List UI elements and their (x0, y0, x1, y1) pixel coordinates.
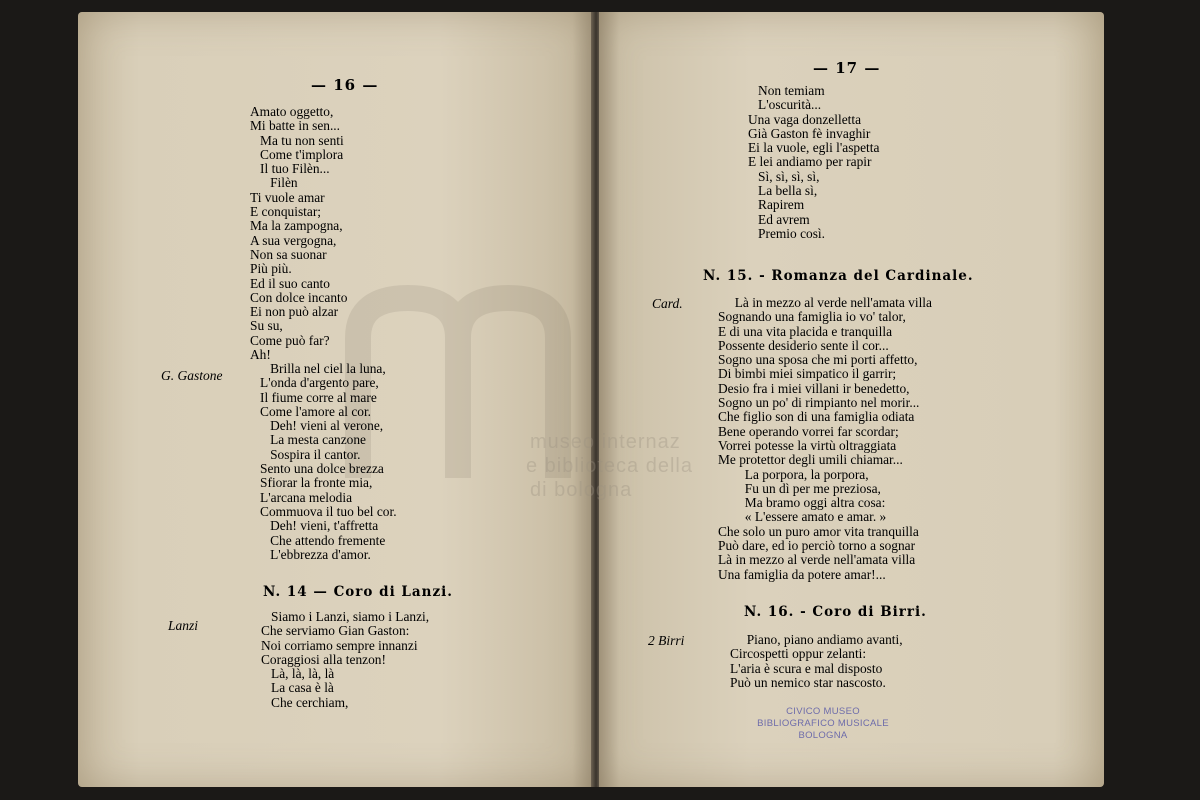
verse-line: E conquistar; (250, 204, 322, 220)
verse-line: Noi corriamo sempre innanzi (261, 637, 418, 653)
verse-line: L'ebbrezza d'amor. (250, 546, 371, 562)
verse-line: L'arcana melodia (250, 489, 353, 505)
watermark-line: e biblioteca della (526, 455, 693, 477)
verse-line: Non temiam (748, 83, 825, 98)
verse-line: Deh! vieni al verone, (250, 418, 384, 434)
verse-line: « L'essere amato e amar. » (718, 509, 887, 525)
verse-line: Coraggiosi alla tenzon! (261, 651, 386, 667)
library-stamp (748, 706, 898, 742)
verse-line: Sogno un po' di rimpianto nel morir... (718, 395, 920, 411)
verse-block-left-c (261, 610, 429, 710)
verse-line: Fu un dì per me preziosa, (718, 480, 881, 496)
verse-line: A sua vergogna, (250, 232, 337, 248)
verse-line: La casa è là (261, 680, 334, 696)
verse-line: Il tuo Filèn... (250, 161, 330, 177)
verse-line: Può dare, ed io perciò torno a sognar (718, 538, 916, 554)
verse-line: Ma tu non senti (250, 132, 344, 148)
verse-line: Filèn (250, 175, 298, 191)
verse-block-left-a (250, 105, 347, 362)
heading-coro-di-lanzi: N. 14 — Coro di Lanzi. (263, 584, 453, 600)
verse-line: Come può far? (250, 332, 330, 348)
verse-line: La mesta canzone (250, 432, 366, 448)
verse-line: Brilla nel ciel la luna, (250, 361, 386, 376)
watermark-text (526, 430, 693, 502)
verse-line: Ah! (250, 347, 271, 363)
verse-line: Ma la zampogna, (250, 218, 343, 234)
verse-line: Più più. (250, 261, 292, 277)
verse-line: Commuova il tuo bel cor. (250, 503, 397, 519)
verse-line: Ed il suo canto (250, 275, 330, 291)
verse-line: L'oscurità... (748, 97, 822, 113)
verse-line: Che solo un puro amor vita tranquilla (718, 523, 919, 539)
verse-line: Sognando una famiglia io vo' talor, (718, 309, 906, 325)
stamp-line: BIBLIOGRAFICO MUSICALE (757, 718, 889, 729)
heading-coro-di-birri: N. 16. - Coro di Birri. (744, 604, 927, 620)
verse-line: Una famiglia da potere amar!... (718, 566, 886, 582)
verse-line: Può un nemico star nascosto. (730, 674, 886, 690)
verse-line: La bella sì, (748, 183, 818, 199)
verse-line: Su su, (250, 318, 283, 334)
verse-line: Ed avrem (748, 211, 810, 227)
watermark-line: di bologna (530, 479, 633, 501)
verse-line: Con dolce incanto (250, 289, 348, 305)
verse-line: Che cerchiam, (261, 694, 349, 710)
verse-line: Premio così. (748, 225, 825, 241)
verse-line: L'aria è scura e mal disposto (730, 660, 883, 676)
verse-line: E di una vita placida e tranquilla (718, 323, 893, 339)
verse-line: Siamo i Lanzi, siamo i Lanzi, (261, 609, 430, 624)
page-number-right: — 17 — (813, 59, 881, 77)
verse-line: L'onda d'argento pare, (250, 375, 379, 391)
verse-line: Sento una dolce brezza (250, 461, 384, 477)
verse-line: Vorrei potesse la virtù oltraggiata (718, 437, 897, 453)
verse-line: Che attendo fremente (250, 532, 386, 548)
stamp-line: BOLOGNA (798, 730, 848, 741)
verse-line: La porpora, la porpora, (718, 466, 869, 482)
verse-line: Già Gaston fè invaghir (748, 125, 871, 141)
verse-line: Piano, piano andiamo avanti, (730, 632, 903, 647)
verse-line: Sfiorar la fronte mia, (250, 475, 373, 491)
verse-line: Una vaga donzelletta (748, 111, 862, 127)
verse-line: Che serviamo Gian Gaston: (261, 623, 410, 639)
verse-line: Amato oggetto, (250, 104, 334, 119)
verse-line: Il fiume corre al mare (250, 389, 377, 405)
verse-line: Ti vuole amar (250, 189, 325, 205)
verse-line: Come l'amore al cor. (250, 403, 372, 419)
watermark-line: museo internaz (530, 431, 681, 453)
verse-line: Là in mezzo al verde nell'amata villa (718, 295, 932, 310)
verse-line: Ei non può alzar (250, 304, 339, 320)
verse-line: Là in mezzo al verde nell'amata villa (718, 552, 916, 568)
verse-line: Circospetti oppur zelanti: (730, 646, 867, 662)
verse-line: Deh! vieni, t'affretta (250, 518, 379, 534)
verse-line: E lei andiamo per rapir (748, 154, 872, 170)
verse-block-left-b (250, 362, 397, 562)
verse-block-right-a (748, 84, 879, 241)
verse-block-right-c (730, 633, 903, 690)
verse-line: Come t'implora (250, 146, 344, 162)
verse-line: Non sa suonar (250, 246, 327, 262)
verse-line: Sospira il cantor. (250, 446, 361, 462)
speaker-lanzi: Lanzi (168, 618, 199, 633)
verse-line: Ei la vuole, egli l'aspetta (748, 140, 880, 156)
verse-line: Rapirem (748, 197, 805, 213)
verse-line: Bene operando vorrei far scordar; (718, 423, 899, 439)
speaker-gaston: G. Gastone (161, 368, 223, 383)
booklet (78, 12, 1104, 787)
speaker-cardinale: Card. (652, 296, 683, 311)
speaker-birri: 2 Birri (648, 633, 685, 648)
verse-line: Me protettor degli umili chiamar... (718, 452, 903, 468)
verse-line: Desio fra i miei villani ir benedetto, (718, 380, 910, 396)
verse-line: Mi batte in sen... (250, 118, 341, 134)
verse-line: Sì, sì, sì, sì, (748, 168, 820, 184)
verse-block-right-b (718, 296, 932, 582)
heading-romanza-del-cardinale: N. 15. - Romanza del Cardinale. (703, 268, 974, 284)
verse-line: Là, là, là, là (261, 666, 335, 682)
stamp-line: CIVICO MUSEO (786, 706, 860, 717)
verse-line: Che figlio son di una famiglia odiata (718, 409, 915, 425)
verse-line: Possente desiderio sente il cor... (718, 337, 889, 353)
page-number-left: — 16 — (311, 76, 379, 94)
verse-line: Di bimbi miei simpatico il garrir; (718, 366, 897, 382)
verse-line: Ma bramo oggi altra cosa: (718, 495, 886, 511)
verse-line: Sogno una sposa che mi porti affetto, (718, 352, 918, 368)
